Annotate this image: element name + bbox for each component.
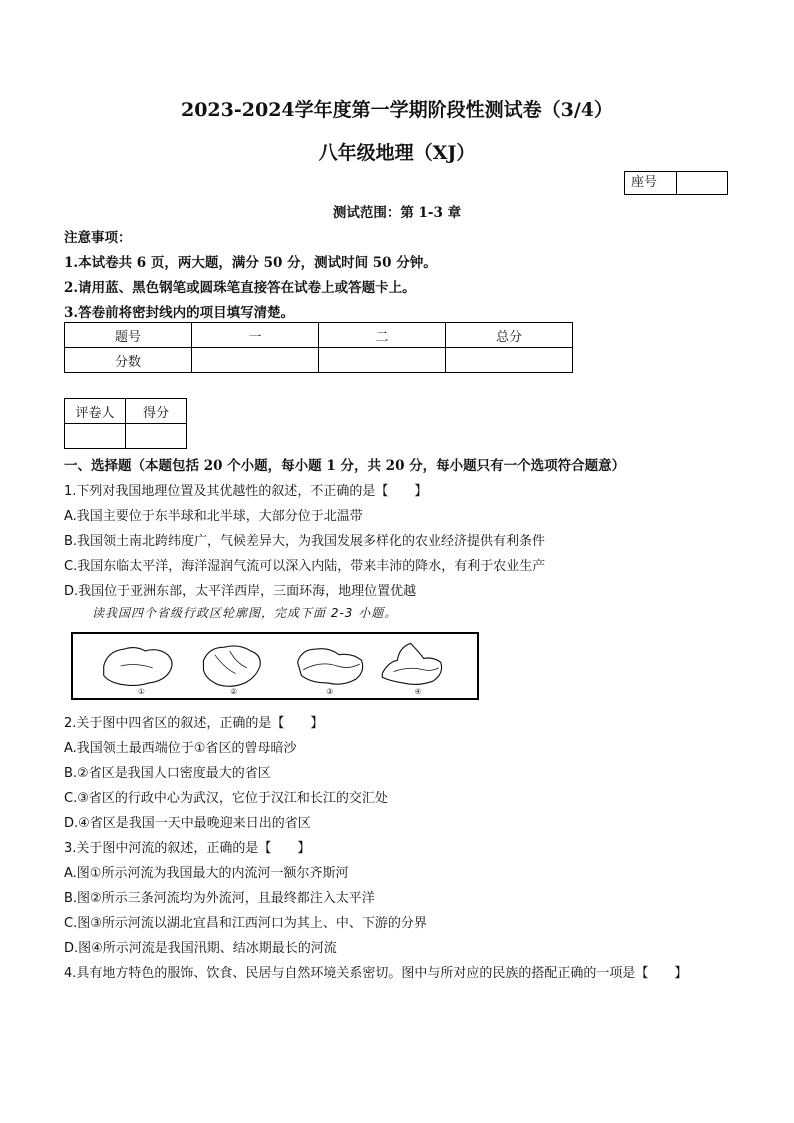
question-option: C.图③所示河流以湖北宜昌和江西河口为其上、中、下游的分界 [64,916,427,931]
question-option: D.我国位于亚洲东部，太平洋西岸，三面环海，地理位置优越 [64,584,417,599]
grader-table [64,398,187,449]
question-stem: 1.下列对我国地理位置及其优越性的叙述，不正确的是【 】 [64,484,428,499]
map-label-2: ② [230,687,237,697]
question-option: C.我国东临太平洋，海洋湿润气流可以深入内陆，带来丰沛的降水，有利于农业生产 [64,559,546,574]
question-option: A.我国领土最西端位于①省区的曾母暗沙 [64,741,297,756]
question-option: A.图①所示河流为我国最大的内流河一额尔齐斯河 [64,866,349,881]
question-stem: 4.具有地方特色的服饰、饮食、民居与自然环境关系密切。图中与所对应的民族的搭配正确的一项是【 】 [64,966,688,981]
question-option: B.②省区是我国人口密度最大的省区 [64,766,271,781]
map-label-4: ④ [414,687,422,697]
question-stem: 2.关于图中四省区的叙述，正确的是【 】 [64,716,324,731]
grader-cell[interactable] [65,424,126,449]
score-cell[interactable] [446,348,573,373]
score-cell[interactable] [192,348,319,373]
map-label-3: ③ [326,687,333,697]
grader-header: 得分 [126,399,187,424]
note-item: 1.本试卷共 6 页，两大题，满分 50 分，测试时间 50 分钟。 [64,255,437,271]
note-item: 2.请用蓝、黑色钢笔或圆珠笔直接答在试卷上或答题卡上。 [64,280,416,296]
province-outline-1 [104,648,172,686]
score-table [64,322,573,373]
province-outlines-svg [73,634,477,698]
province-outline-map [71,632,479,700]
note-item: 3.答卷前将密封线内的项目填写清楚。 [64,305,295,321]
score-cell[interactable] [319,348,446,373]
seat-number-label: 座号 [625,172,677,194]
score-header: 总分 [446,323,573,348]
province-outline-4 [382,643,441,684]
question-option: B.我国领土南北跨纬度广，气候差异大，为我国发展多样化的农业经济提供有利条件 [64,534,546,549]
score-header: 二 [319,323,446,348]
score-row-label: 分数 [65,348,192,373]
seat-number-box [624,171,728,195]
test-scope: 测试范围：第 1-3 章 [332,205,462,221]
grader-cell[interactable] [126,424,187,449]
map-instruction: 读我国四个省级行政区轮廓图，完成下面 2-3 小题。 [92,606,398,620]
exam-subtitle: 八年级地理（XJ） [318,142,476,164]
seat-number-field[interactable] [677,172,727,194]
grader-header: 评卷人 [65,399,126,424]
question-option: C.③省区的行政中心为武汉，它位于汉江和长江的交汇处 [64,791,388,806]
score-header: 题号 [65,323,192,348]
notes-heading: 注意事项： [64,230,132,246]
map-label-1: ① [137,687,145,697]
question-option: A.我国主要位于东半球和北半球，大部分位于北温带 [64,509,363,524]
question-option: D.图④所示河流是我国汛期、结冰期最长的河流 [64,941,337,956]
section-heading: 一、选择题（本题包括 20 个小题，每小题 1 分，共 20 分，每小题只有一个选项符合题意） [64,458,626,474]
question-option: D.④省区是我国一天中最晚迎来日出的省区 [64,816,311,831]
score-header: 一 [192,323,319,348]
province-outline-2 [203,646,260,686]
question-stem: 3.关于图中河流的叙述，正确的是【 】 [64,841,311,856]
question-option: B.图②所示三条河流均为外流河，且最终都注入太平洋 [64,891,375,906]
exam-title: 2023-2024学年度第一学期阶段性测试卷（3/4） [180,99,614,121]
